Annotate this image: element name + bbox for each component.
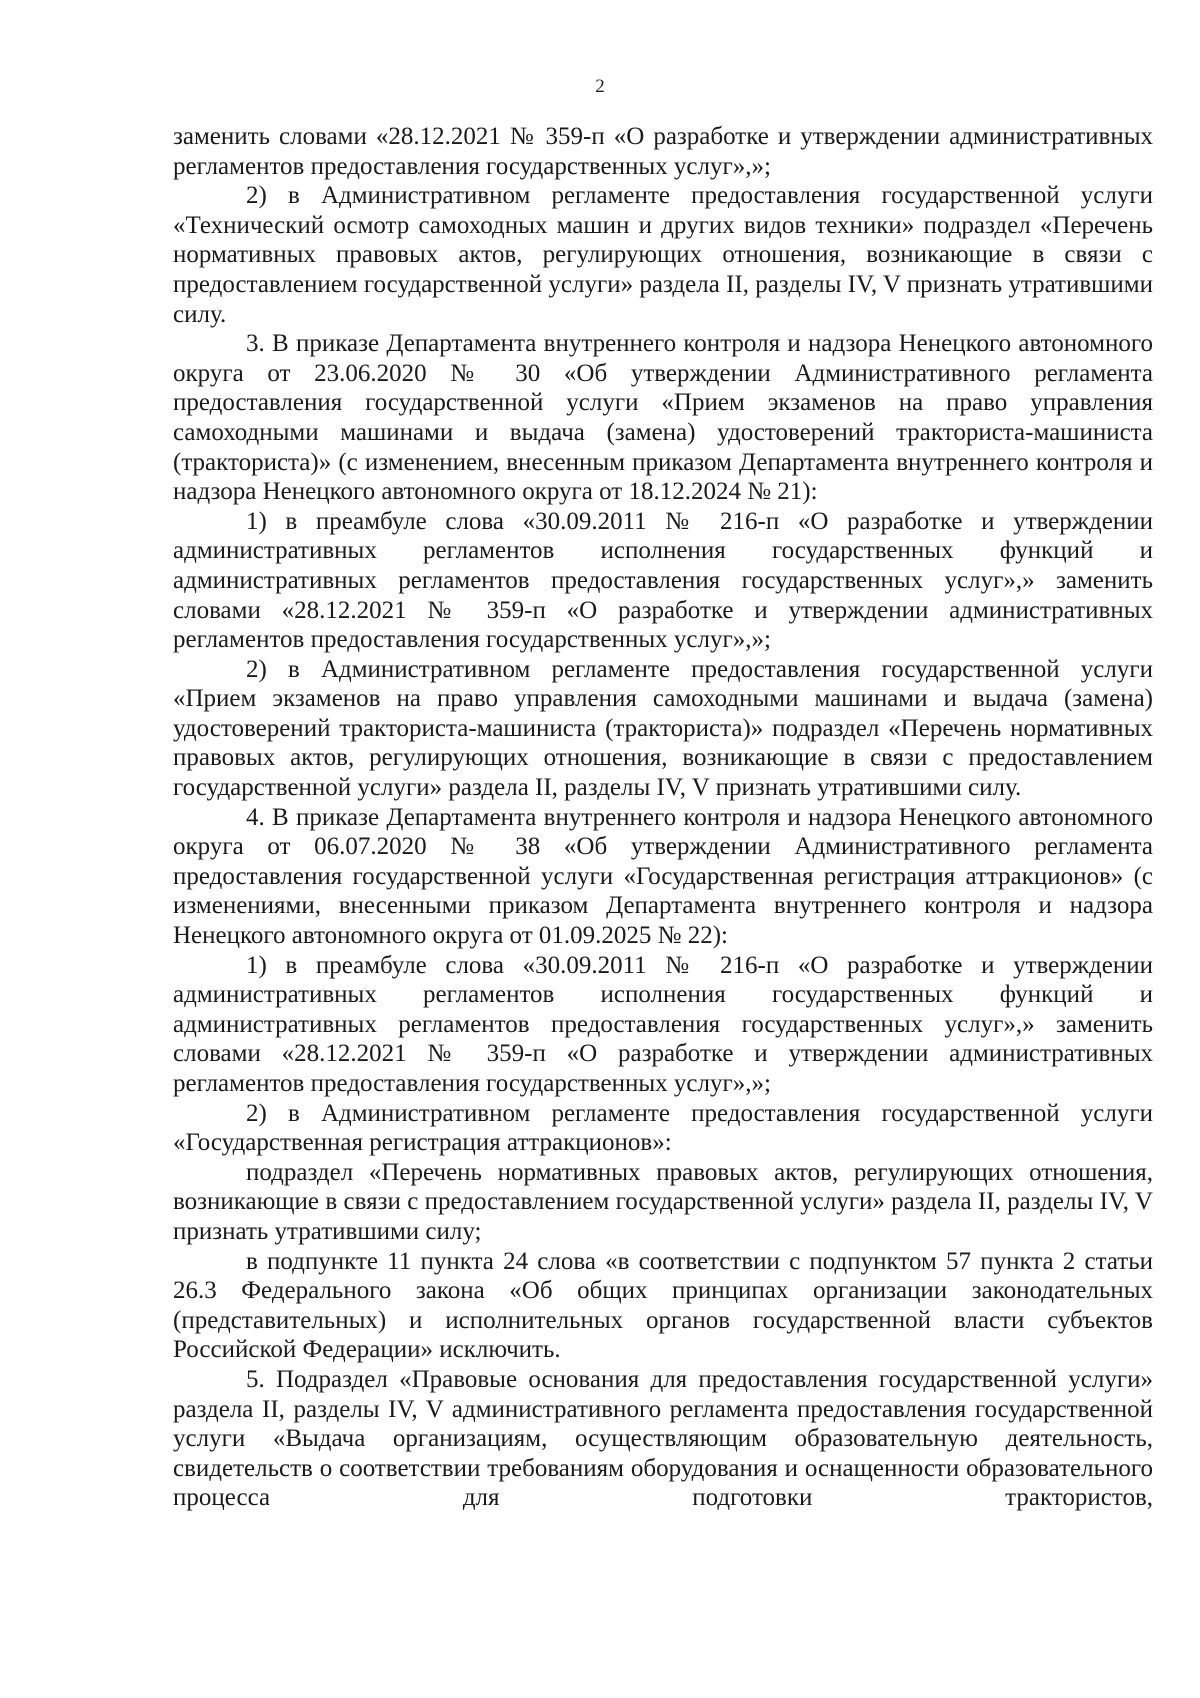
paragraph-item-4-2-a: подраздел «Перечень нормативных правовых актов, регулирующих отношения, возникающие в связи с предоставлением государственной услуги» раздела II, разделы IV, V признать утратившими силу; <box>173 1158 1153 1245</box>
paragraph-continuation: заменить словами «28.12.2021 № 359-п «О разработке и утверждении административных регламентов предоставления государственных услуг»,»; <box>173 123 1153 180</box>
paragraph-section-4: 4. В приказе Департамента внутреннего контроля и надзора Ненецкого автономного округа от 06.07.2020 № 38 «Об утверждении Административного регламента предоставления государственной услуги «Государственная регистрация аттракционов» (с изменениями, внесенными приказом Департамента внутреннего контроля и надзора Ненецкого автономного округа от 01.09.2025 № 22): <box>173 803 1153 950</box>
paragraph-item-3-1: 1) в преамбуле слова «30.09.2011 № 216-п «О разработке и утверждении административных регламентов исполнения государственных функций и административных регламентов предоставления государственных услуг»,» заменить словами «28.12.2021 № 359-п «О разработке и утверждении административных регламентов предоставления государственных услуг»,»; <box>173 507 1153 654</box>
paragraph-item-3-2: 2) в Административном регламенте предоставления государственной услуги «Технический осмотр самоходных машин и других видов техники» подраздел «Перечень нормативных правовых актов, регулирующих отношения, возникающие в связи с предоставлением государственной услуги» раздела II, разделы IV, V признать утратившими силу. <box>173 182 1153 328</box>
paragraph-item-4-2: 2) в Административном регламенте предоставления государственной услуги «Государственная регистрация аттракционов»: <box>173 1099 1153 1157</box>
paragraph-item-3-2b: 2) в Административном регламенте предоставления государственной услуги «Прием экзаменов на право управления самоходными машинами и выдача (замена) удостоверений тракториста-машиниста (тракториста)» подраздел «Перечень нормативных правовых актов, регулирующих отношения, возникающие в связи с предоставлением государственной услуги» раздела II, разделы IV, V признать утратившими силу. <box>173 655 1153 802</box>
paragraph-item-4-1: 1) в преамбуле слова «30.09.2011 № 216-п «О разработке и утверждении административных регламентов исполнения государственных функций и административных регламентов предоставления государственных услуг»,» заменить словами «28.12.2021 № 359-п «О разработке и утверждении административных регламентов предоставления государственных услуг»,»; <box>173 951 1153 1097</box>
paragraph-item-4-2-b: в подпункте 11 пункта 24 слова «в соответствии с подпунктом 57 пункта 2 статьи 26.3 Федерального закона «Об общих принципах организации законодательных (представительных) и исполнительных органов государственной власти субъектов Российской Федерации» исключить. <box>173 1247 1153 1364</box>
paragraph-section-5: 5. Подраздел «Правовые основания для предоставления государственной услуги» раздела II, разделы IV, V административного регламента предоставления государственной услуги «Выдача организациям, осуществляющим образовательную деятельность, свидетельств о соответствии требованиям оборудования и оснащенности образовательного процесса для подготовки трактористов, <box>173 1365 1153 1512</box>
paragraph-section-3: 3. В приказе Департамента внутреннего контроля и надзора Ненецкого автономного округа от 23.06.2020 № 30 «Об утверждении Административного регламента предоставления государственной услуги «Прием экзаменов на право управления самоходными машинами и выдача (замена) удостоверений тракториста-машиниста (тракториста)» (с изменением, внесенным приказом Департамента внутреннего контроля и надзора Ненецкого автономного округа от 18.12.2024 № 21): <box>173 330 1153 506</box>
page-number: 2 <box>595 76 605 97</box>
document-body <box>173 122 1153 1513</box>
